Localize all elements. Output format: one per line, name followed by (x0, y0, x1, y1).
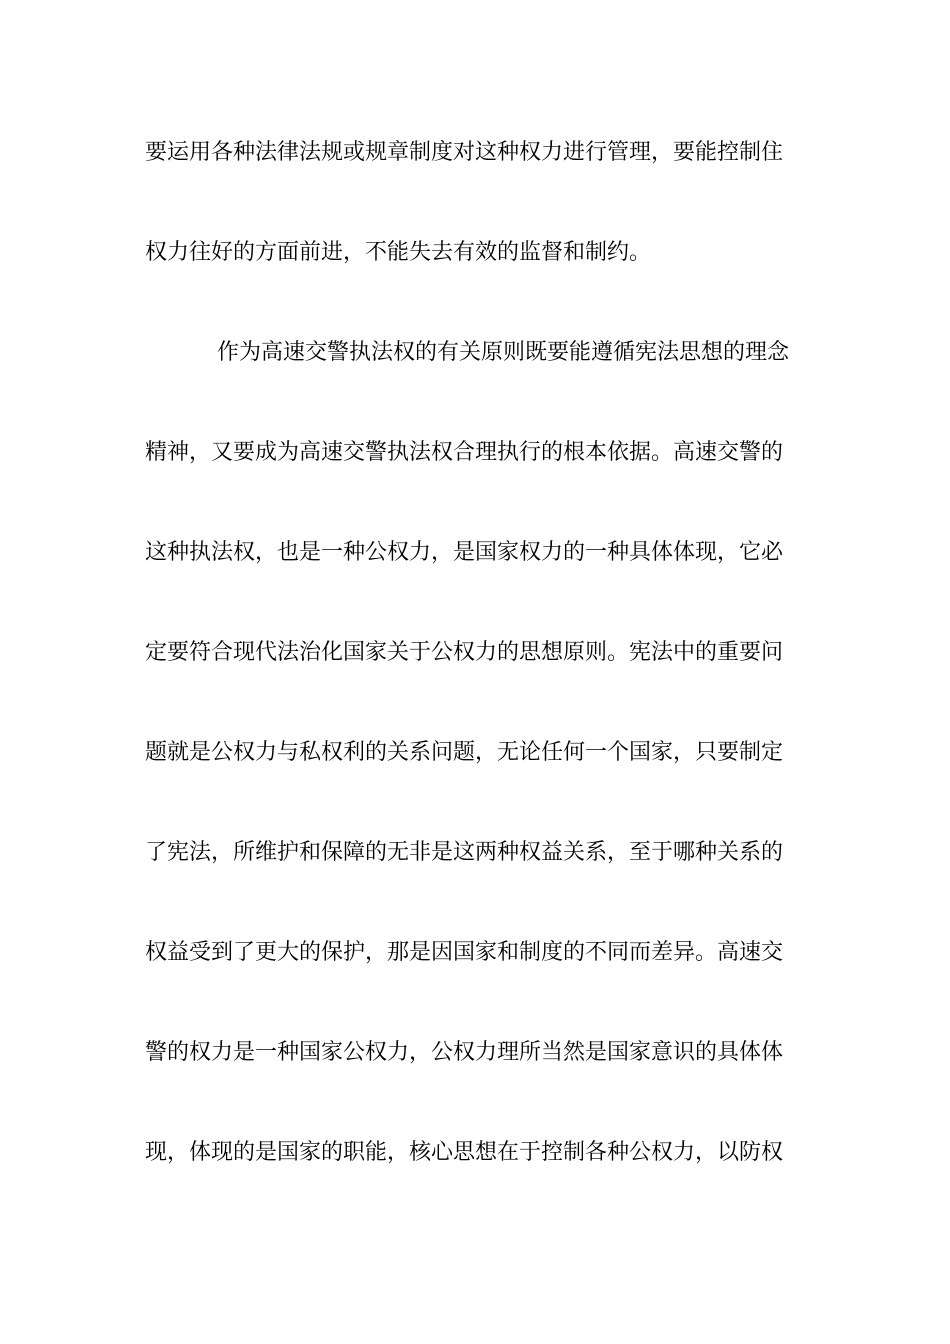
text-line-8: 了宪法，所维护和保障的无非是这两种权益关系，至于哪种关系的 (145, 840, 784, 865)
text-line-9: 权益受到了更大的保护，那是因国家和制度的不同而差异。高速交 (145, 940, 784, 965)
text-line-3: 作为高速交警执法权的有关原则既要能遵循宪法思想的理念 (217, 340, 790, 365)
text-line-10: 警的权力是一种国家公权力，公权力理所当然是国家意识的具体体 (145, 1040, 784, 1065)
text-line-5: 这种执法权，也是一种公权力，是国家权力的一种具体体现，它必 (145, 540, 784, 565)
text-line-4: 精神，又要成为高速交警执法权合理执行的根本依据。高速交警的 (145, 440, 784, 465)
text-line-1: 要运用各种法律法规或规章制度对这种权力进行管理，要能控制住 (145, 140, 784, 165)
text-line-11: 现，体现的是国家的职能，核心思想在于控制各种公权力，以防权 (145, 1140, 784, 1165)
text-line-7: 题就是公权力与私权利的关系问题，无论任何一个国家，只要制定 (145, 740, 784, 765)
body-text (145, 128, 810, 1228)
text-line-6: 定要符合现代法治化国家关于公权力的思想原则。宪法中的重要问 (145, 640, 784, 665)
text-line-2: 权力往好的方面前进，不能失去有效的监督和制约。 (145, 240, 652, 265)
